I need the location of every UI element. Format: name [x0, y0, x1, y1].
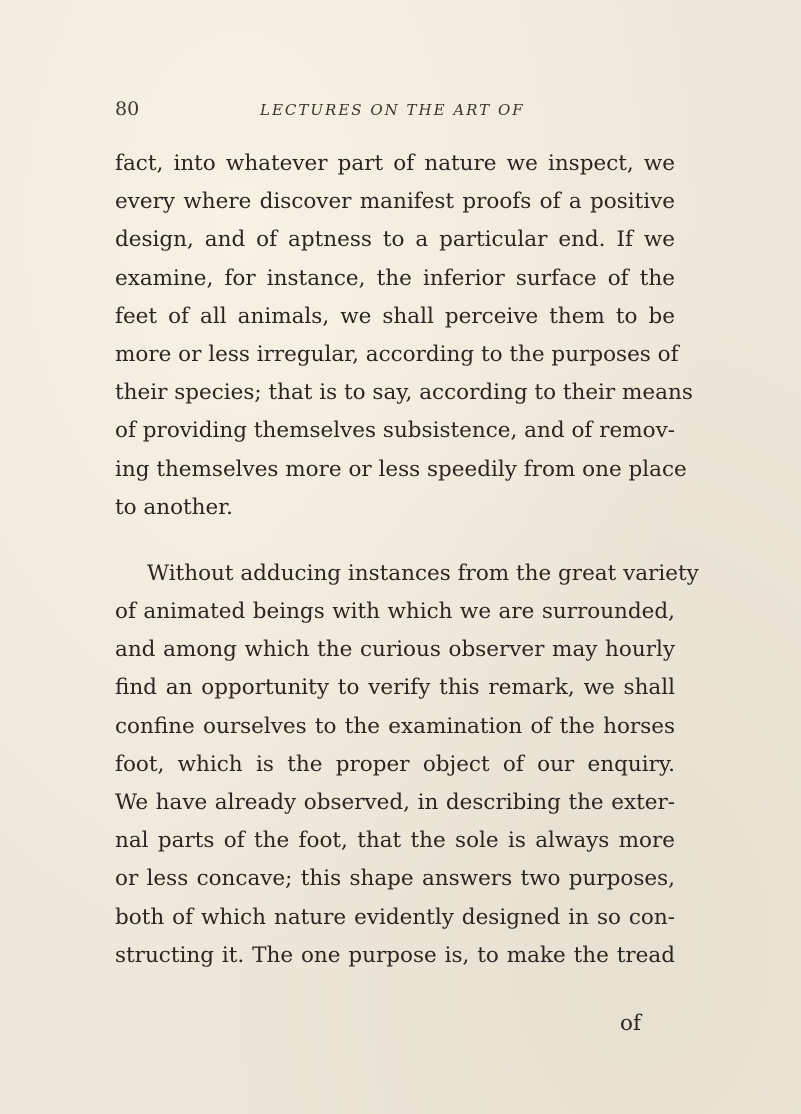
text-line: confine ourselves to the examination of the horses [115, 713, 675, 739]
catchword: of [620, 1011, 641, 1036]
text-line: fact, into whatever part of nature we inspect, we [115, 151, 675, 176]
text-line: feet of all animals, we shall perceive them to be [115, 303, 675, 329]
text-line: of animated beings with which we are surrounded, [115, 599, 675, 625]
page-header [115, 98, 675, 128]
text-line: find an opportunity to verify this remark, we shall [115, 675, 675, 701]
body-text [115, 145, 699, 975]
text-line: and among which the curious observer may hourly [115, 637, 675, 663]
text-line: every where discover manifest proofs of a positive [115, 189, 675, 215]
text-line: We have already observed, in describing the exter- [115, 790, 675, 815]
paragraph-2 [115, 555, 699, 975]
paragraph-gap [115, 527, 675, 555]
text-line: to another. [115, 494, 233, 520]
text-line: ing themselves more or less speedily from one place [115, 456, 687, 482]
text-line: Without adducing instances from the great variety [147, 560, 699, 586]
running-head: LECTURES ON THE ART OF [260, 101, 525, 119]
text-line: structing it. The one purpose is, to make the tread [115, 942, 675, 968]
text-line: their species; that is to say, according to their means [115, 380, 693, 406]
text-line: more or less irregular, according to the purposes of [115, 341, 679, 367]
text-line: nal parts of the foot, that the sole is always more [115, 828, 675, 854]
text-line: foot, which is the proper object of our enquiry. [115, 751, 675, 777]
paragraph-1 [115, 145, 693, 527]
text-line: or less concave; this shape answers two purposes, [115, 866, 675, 892]
text-line: both of which nature evidently designed in so con- [115, 904, 675, 930]
text-line: examine, for instance, the inferior surface of the [115, 265, 675, 291]
text-line: design, and of aptness to a particular end. If we [115, 227, 675, 253]
text-line: of providing themselves subsistence, and of remov- [115, 418, 675, 444]
page-number: 80 [115, 98, 140, 120]
